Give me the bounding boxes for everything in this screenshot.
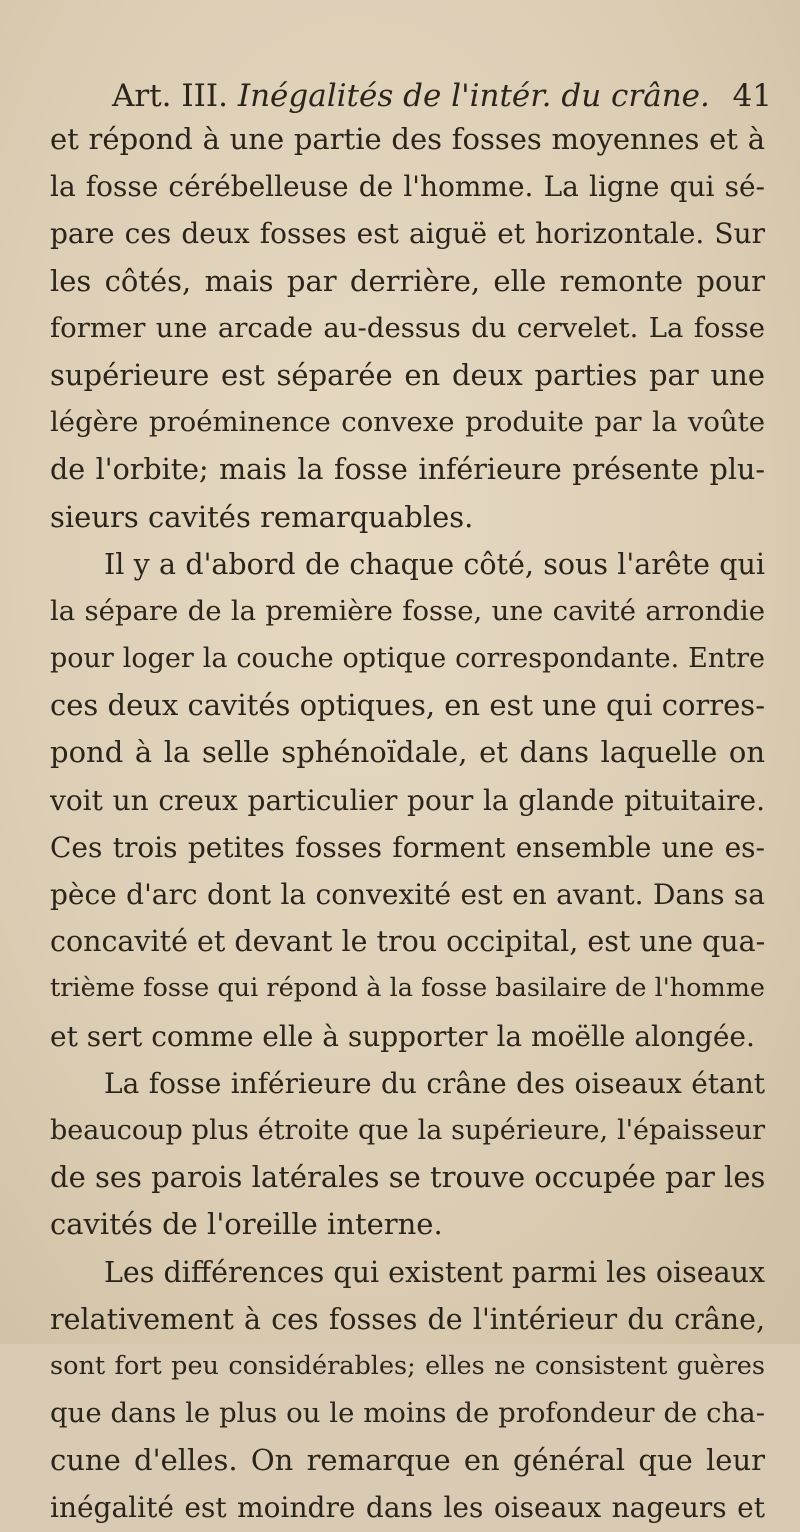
text-line: les côtés, mais par derrière, elle remonte pour (50, 263, 765, 298)
text-line: pour loger la couche optique correspondante. Entre (50, 643, 765, 675)
text-line: trième fosse qui répond à la fosse basilaire de l'homme (50, 973, 765, 1004)
text-line: sieurs cavités remarquables. (50, 499, 474, 534)
text-line: la fosse cérébelleuse de l'homme. La ligne qui sé- (50, 170, 765, 204)
text-line: Les différences qui existent parmi les oiseaux (104, 1255, 765, 1289)
text-line: beaucoup plus étroite que la supérieure, l'épaisseur (50, 1114, 765, 1146)
running-header (112, 74, 772, 118)
text-line: de l'orbite; mais la fosse inférieure présente plu- (50, 453, 765, 487)
text-line: et sert comme elle à supporter la moëlle alongée. (50, 1019, 755, 1053)
text-line: pèce d'arc dont la convexité est en avant. Dans sa (50, 878, 765, 911)
text-line: cavités de l'oreille interne. (50, 1207, 443, 1242)
running-title: Inégalités de l'intér. du crâne. (237, 78, 710, 114)
text-line: supérieure est séparée en deux parties par une (50, 357, 765, 392)
text-line: cune d'elles. On remarque en général que leur (50, 1443, 765, 1478)
text-line: relativement à ces fosses de l'intérieur du crâne, (50, 1302, 765, 1336)
text-line: voit un creux particulier pour la glande pituitaire. (50, 783, 765, 817)
body-text (50, 116, 765, 1532)
text-line: Ces trois petites fosses forment ensemble une es- (50, 830, 765, 864)
text-line: pare ces deux fosses est aiguë et horizontale. Sur (50, 217, 765, 251)
page-number: 41 (732, 78, 772, 114)
text-line: la sépare de la première fosse, une cavité arrondie (50, 594, 765, 627)
text-line: de ses parois latérales se trouve occupée par les (50, 1160, 766, 1195)
text-line: Il y a d'abord de chaque côté, sous l'arête qui (104, 547, 765, 581)
text-line: ces deux cavités optiques, en est une qui corres- (50, 688, 765, 723)
text-line: sont fort peu considérables; elles ne consistent guères (50, 1350, 765, 1381)
text-line: et répond à une partie des fosses moyennes et à (50, 122, 765, 156)
text-line: inégalité est moindre dans les oiseaux nageurs et (50, 1491, 765, 1525)
text-line: que dans le plus ou le moins de profondeur de cha- (50, 1397, 765, 1430)
text-line: La fosse inférieure du crâne des oiseaux étant (104, 1066, 765, 1100)
text-line: pond à la selle sphénoïdale, et dans laquelle on (50, 735, 765, 770)
text-line: concavité et devant le trou occipital, est une qua- (50, 925, 766, 959)
text-line: former une arcade au-dessus du cervelet. La fosse (50, 311, 765, 344)
text-line: légère proéminence convexe produite par la voûte (50, 406, 765, 439)
article-number: Art. III. (112, 78, 228, 114)
